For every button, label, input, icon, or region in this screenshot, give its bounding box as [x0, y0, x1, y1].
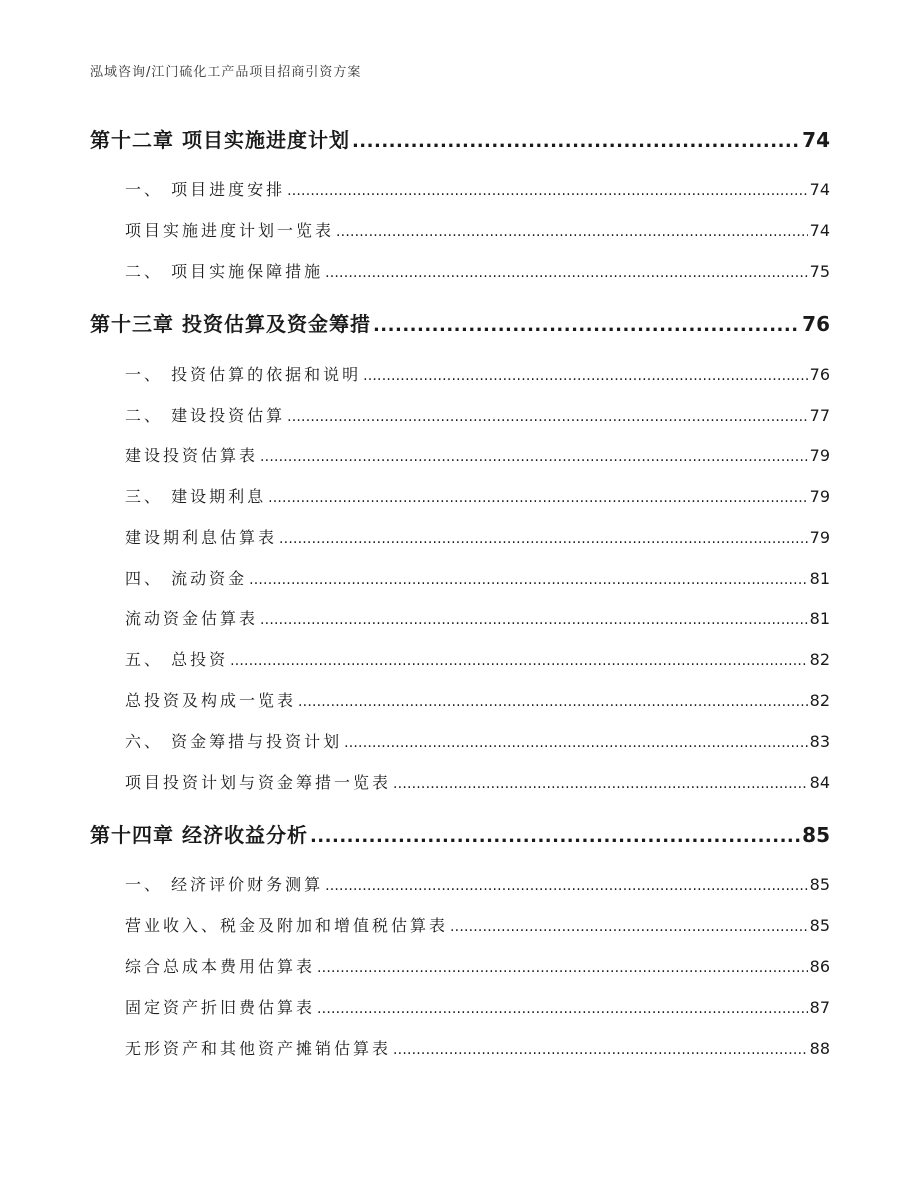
- toc-page-number: 83: [809, 732, 830, 751]
- dot-leader: [352, 131, 800, 152]
- dot-leader: [373, 315, 800, 336]
- dot-leader: [393, 1042, 808, 1058]
- toc-entry-title: 营业收入、税金及附加和增值税估算表: [125, 916, 449, 935]
- toc-entry-title: 一、 经济评价财务测算: [125, 875, 324, 894]
- running-header: 泓域咨询/江门硫化工产品项目招商引资方案: [90, 65, 362, 80]
- dot-leader: [279, 531, 808, 547]
- toc-page-number: 81: [809, 609, 830, 628]
- toc-page-number: 81: [809, 569, 830, 588]
- toc-page-number: 76: [802, 312, 830, 336]
- toc-entry-title: 二、 建设投资估算: [125, 406, 286, 425]
- toc-section[interactable]: [125, 218, 830, 241]
- toc-page-number: 75: [809, 262, 830, 281]
- toc-page-number: 77: [809, 406, 830, 425]
- toc-section[interactable]: [125, 729, 830, 752]
- toc-page-number: 86: [809, 957, 830, 976]
- toc-entry-title: 第十三章 投资估算及资金筹措: [90, 312, 371, 336]
- dot-leader: [268, 490, 808, 506]
- toc-entry-title: 一、 投资估算的依据和说明: [125, 365, 362, 384]
- toc-section[interactable]: [125, 177, 830, 200]
- toc-section[interactable]: [125, 443, 830, 466]
- toc-entry-title: 项目实施进度计划一览表: [125, 221, 335, 240]
- toc-section[interactable]: [125, 362, 830, 385]
- dot-leader: [325, 878, 808, 894]
- toc-page-number: 82: [809, 691, 830, 710]
- dot-leader: [298, 694, 808, 710]
- toc-page-number: 79: [809, 446, 830, 465]
- dot-leader: [336, 224, 808, 240]
- toc-section[interactable]: [125, 647, 830, 670]
- toc-entry-title: 无形资产和其他资产摊销估算表: [125, 1039, 392, 1058]
- dot-leader: [363, 368, 808, 384]
- toc-page-number: 88: [809, 1039, 830, 1058]
- dot-leader: [287, 409, 808, 425]
- dot-leader: [260, 612, 808, 628]
- toc-section[interactable]: [125, 1036, 830, 1059]
- toc-entry-title: 流动资金估算表: [125, 609, 259, 628]
- dot-leader: [260, 449, 808, 465]
- toc-chapter-12[interactable]: [90, 124, 830, 153]
- toc-page-number: 85: [802, 823, 830, 847]
- toc-section[interactable]: [125, 606, 830, 629]
- toc-section[interactable]: [125, 995, 830, 1018]
- toc-entry-title: 建设投资估算表: [125, 446, 259, 465]
- toc-page-number: 85: [809, 916, 830, 935]
- toc-section[interactable]: [125, 484, 830, 507]
- toc-entry-title: 二、 项目实施保障措施: [125, 262, 324, 281]
- toc-section[interactable]: [125, 954, 830, 977]
- dot-leader: [317, 1001, 808, 1017]
- toc-entry-title: 固定资产折旧费估算表: [125, 998, 316, 1017]
- toc-entry-title: 一、 项目进度安排: [125, 180, 286, 199]
- toc-entry-title: 四、 流动资金: [125, 569, 248, 588]
- dot-leader: [287, 183, 808, 199]
- toc-entry-title: 第十四章 经济收益分析: [90, 823, 308, 847]
- toc-section[interactable]: [125, 525, 830, 548]
- toc-section[interactable]: [125, 913, 830, 936]
- dot-leader: [450, 919, 808, 935]
- toc-section[interactable]: [125, 259, 830, 282]
- toc-entry-title: 综合总成本费用估算表: [125, 957, 316, 976]
- toc-page-number: 74: [809, 221, 830, 240]
- toc-section[interactable]: [125, 566, 830, 589]
- toc-page-number: 79: [809, 487, 830, 506]
- toc-page-number: 79: [809, 528, 830, 547]
- toc-entry-title: 五、 总投资: [125, 650, 229, 669]
- toc-entry-title: 建设期利息估算表: [125, 528, 278, 547]
- toc-section[interactable]: [125, 872, 830, 895]
- toc-page-number: 74: [809, 180, 830, 199]
- toc-page-number: 76: [809, 365, 830, 384]
- dot-leader: [344, 735, 808, 751]
- dot-leader: [393, 776, 808, 792]
- toc-entry-title: 六、 资金筹措与投资计划: [125, 732, 343, 751]
- toc-page-number: 85: [809, 875, 830, 894]
- toc-chapter-14[interactable]: [90, 819, 830, 848]
- dot-leader: [325, 265, 808, 281]
- toc-page-number: 74: [802, 128, 830, 152]
- toc-entry-title: 项目投资计划与资金筹措一览表: [125, 773, 392, 792]
- dot-leader: [310, 826, 800, 847]
- toc-entry-title: 三、 建设期利息: [125, 487, 267, 506]
- toc-page-number: 84: [809, 773, 830, 792]
- toc-chapter-13[interactable]: [90, 308, 830, 337]
- toc-entry-title: 总投资及构成一览表: [125, 691, 297, 710]
- toc-section[interactable]: [125, 403, 830, 426]
- toc-page-number: 82: [809, 650, 830, 669]
- toc-section[interactable]: [125, 770, 830, 793]
- dot-leader: [317, 960, 808, 976]
- toc-entry-title: 第十二章 项目实施进度计划: [90, 128, 350, 152]
- dot-leader: [249, 572, 808, 588]
- toc-page-number: 87: [809, 998, 830, 1017]
- toc-section[interactable]: [125, 688, 830, 711]
- dot-leader: [230, 653, 808, 669]
